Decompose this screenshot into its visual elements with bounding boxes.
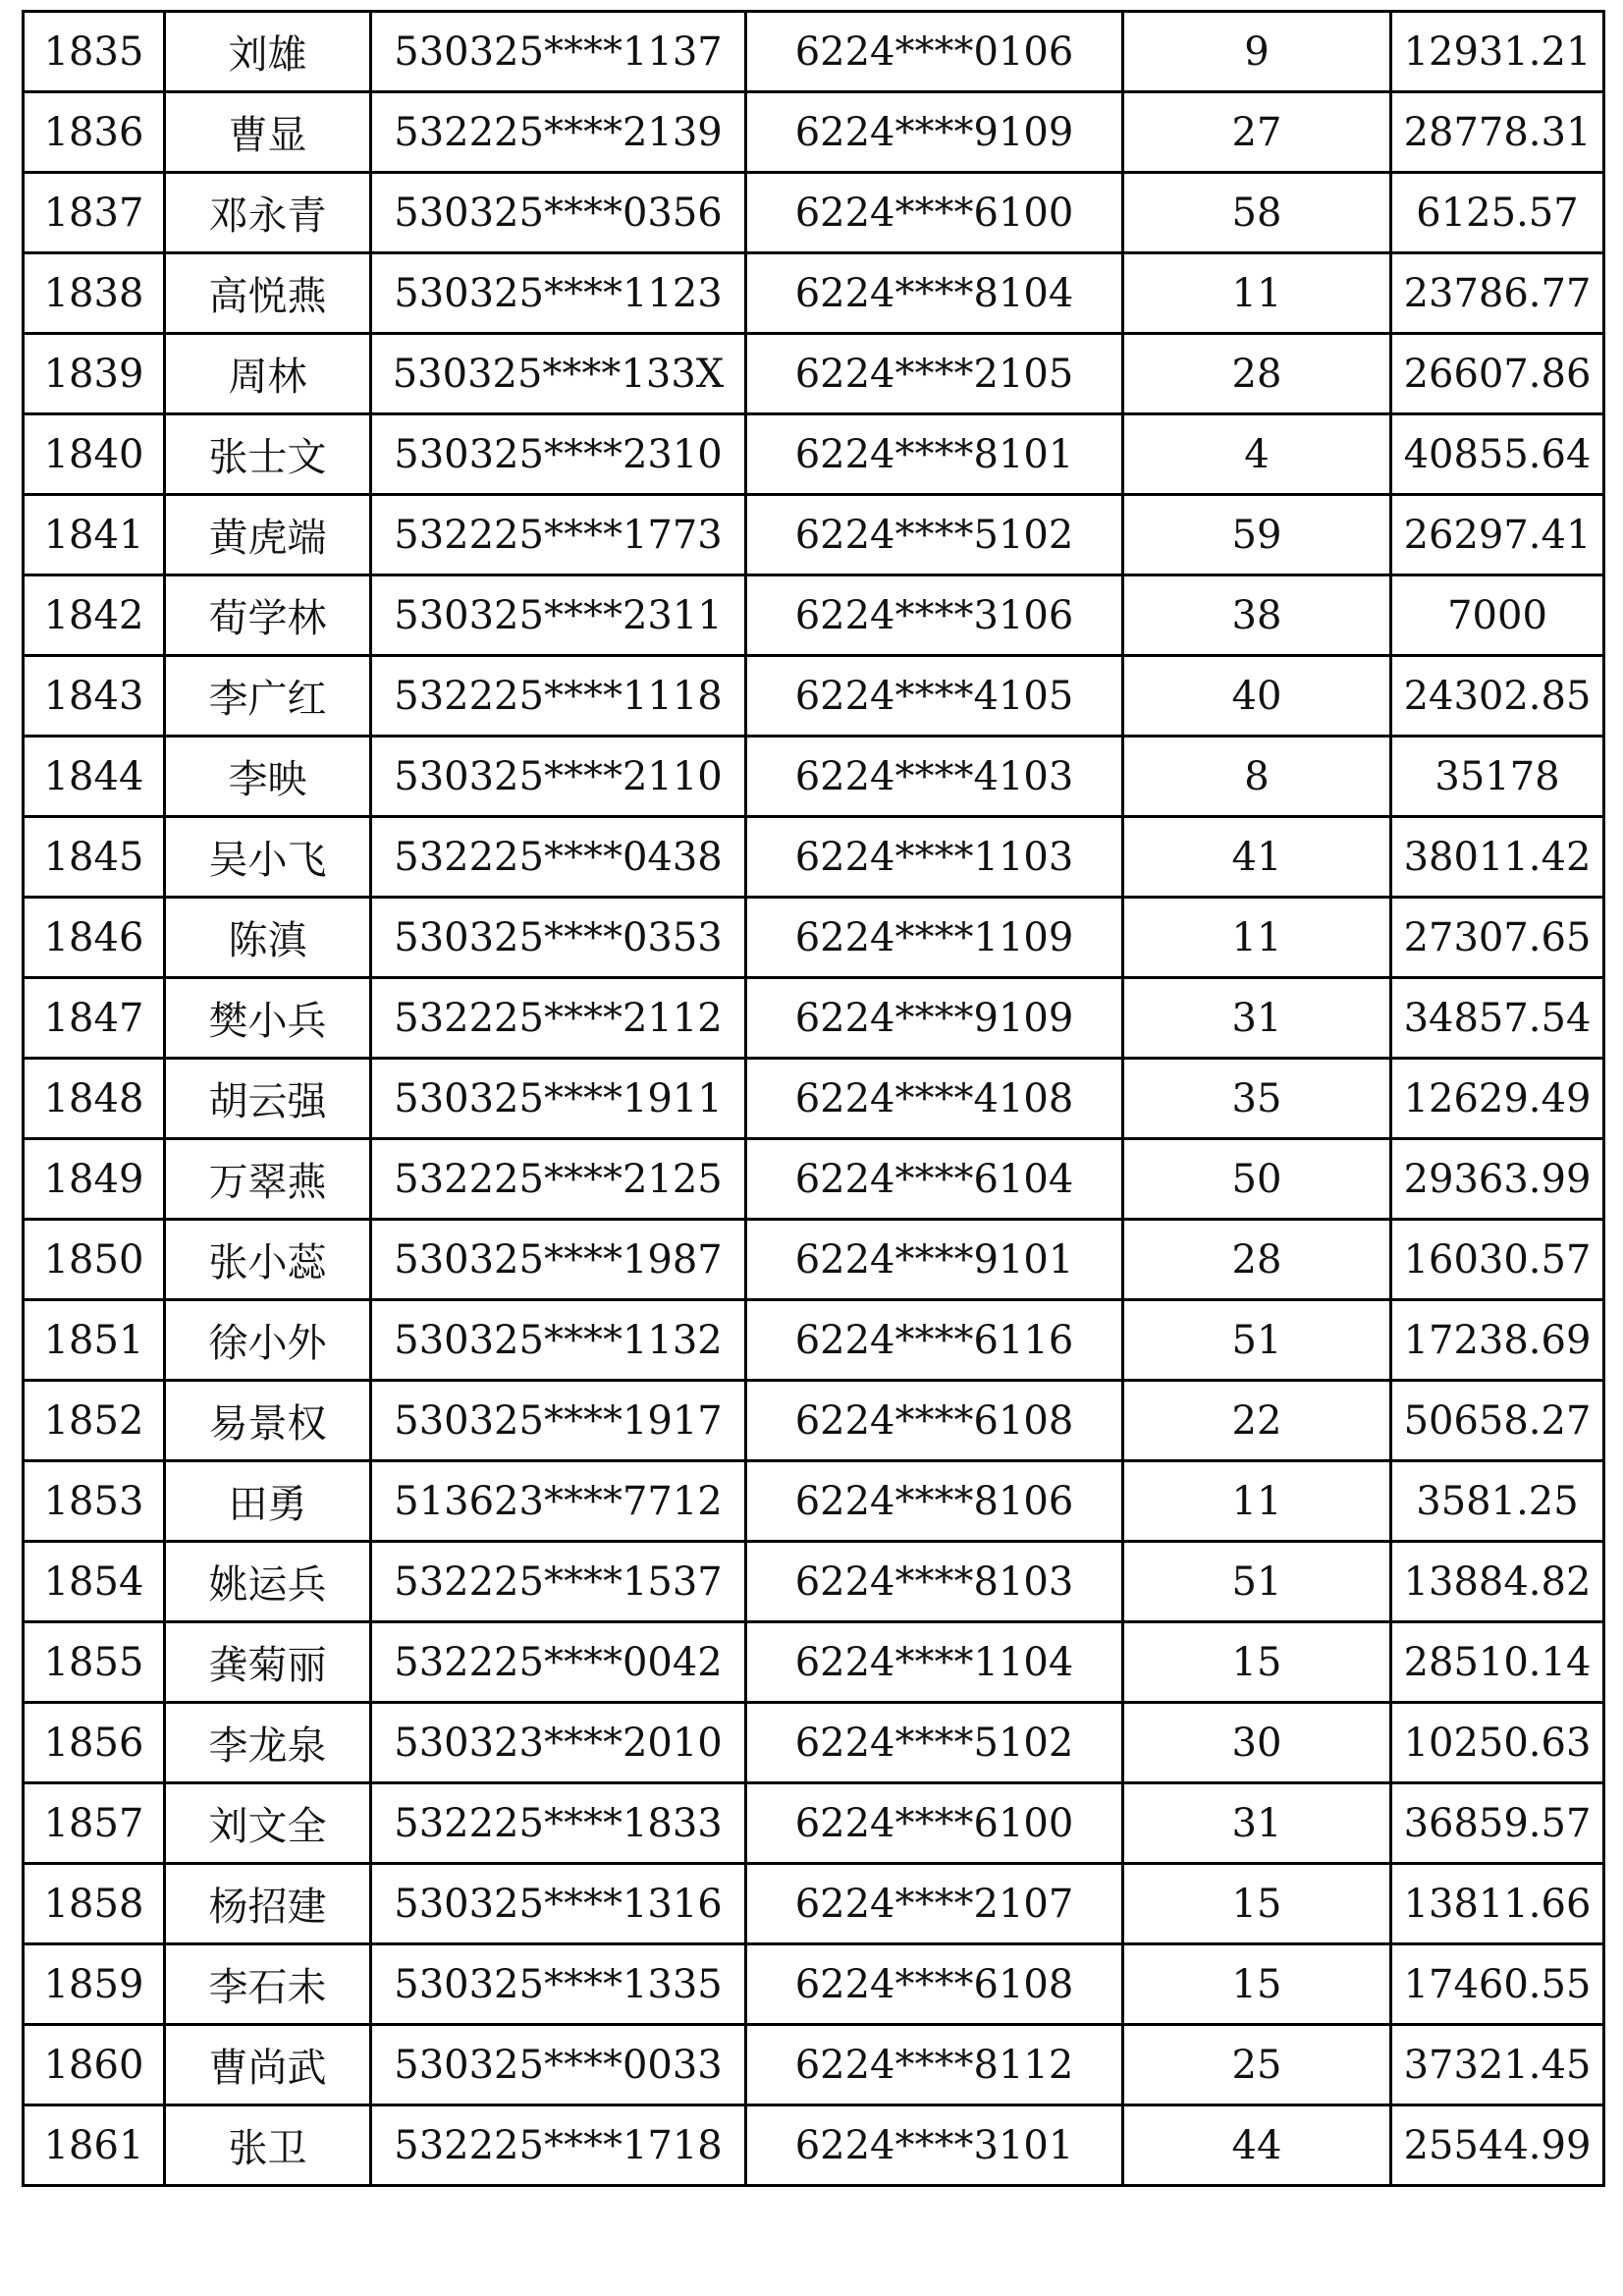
row-name-cell: 樊小兵 bbox=[165, 978, 371, 1059]
table-row bbox=[24, 92, 1604, 173]
row-sequence-cell: 1856 bbox=[24, 1703, 165, 1783]
table-row bbox=[24, 817, 1604, 898]
row-name-cell: 徐小外 bbox=[165, 1300, 371, 1381]
row-amount-cell: 12931.21 bbox=[1391, 12, 1604, 92]
row-sequence-cell: 1839 bbox=[24, 334, 165, 414]
row-name-cell: 曹尚武 bbox=[165, 2025, 371, 2105]
row-amount-cell: 50658.27 bbox=[1391, 1381, 1604, 1461]
row-count-cell: 15 bbox=[1123, 1944, 1391, 2025]
row-sequence-cell: 1845 bbox=[24, 817, 165, 898]
table-row bbox=[24, 414, 1604, 495]
row-name-cell: 田勇 bbox=[165, 1461, 371, 1542]
row-count-cell: 11 bbox=[1123, 253, 1391, 334]
row-name-cell: 杨招建 bbox=[165, 1864, 371, 1944]
row-id-number-cell: 532225****0042 bbox=[371, 1622, 746, 1703]
row-id-number-cell: 532225****1833 bbox=[371, 1783, 746, 1864]
row-id-number-cell: 513623****7712 bbox=[371, 1461, 746, 1542]
row-amount-cell: 27307.65 bbox=[1391, 898, 1604, 978]
row-card-number-cell: 6224****3101 bbox=[746, 2105, 1123, 2186]
row-count-cell: 22 bbox=[1123, 1381, 1391, 1461]
row-card-number-cell: 6224****8112 bbox=[746, 2025, 1123, 2105]
row-id-number-cell: 530325****0356 bbox=[371, 173, 746, 253]
row-card-number-cell: 6224****9101 bbox=[746, 1220, 1123, 1300]
payment-table bbox=[22, 10, 1605, 2187]
row-count-cell: 31 bbox=[1123, 978, 1391, 1059]
row-id-number-cell: 530325****1987 bbox=[371, 1220, 746, 1300]
table-row bbox=[24, 1300, 1604, 1381]
row-amount-cell: 17460.55 bbox=[1391, 1944, 1604, 2025]
row-card-number-cell: 6224****6100 bbox=[746, 173, 1123, 253]
row-amount-cell: 34857.54 bbox=[1391, 978, 1604, 1059]
row-count-cell: 30 bbox=[1123, 1703, 1391, 1783]
row-card-number-cell: 6224****6108 bbox=[746, 1944, 1123, 2025]
row-sequence-cell: 1841 bbox=[24, 495, 165, 575]
row-name-cell: 高悦燕 bbox=[165, 253, 371, 334]
row-id-number-cell: 532225****0438 bbox=[371, 817, 746, 898]
row-name-cell: 曹显 bbox=[165, 92, 371, 173]
row-name-cell: 李石未 bbox=[165, 1944, 371, 2025]
table-row bbox=[24, 575, 1604, 656]
row-card-number-cell: 6224****3106 bbox=[746, 575, 1123, 656]
row-card-number-cell: 6224****6100 bbox=[746, 1783, 1123, 1864]
row-sequence-cell: 1850 bbox=[24, 1220, 165, 1300]
row-card-number-cell: 6224****5102 bbox=[746, 495, 1123, 575]
row-amount-cell: 36859.57 bbox=[1391, 1783, 1604, 1864]
table-row bbox=[24, 1461, 1604, 1542]
row-card-number-cell: 6224****2105 bbox=[746, 334, 1123, 414]
row-name-cell: 李映 bbox=[165, 737, 371, 817]
row-amount-cell: 16030.57 bbox=[1391, 1220, 1604, 1300]
row-id-number-cell: 530323****2010 bbox=[371, 1703, 746, 1783]
row-name-cell: 龚菊丽 bbox=[165, 1622, 371, 1703]
table-row bbox=[24, 1864, 1604, 1944]
row-name-cell: 刘雄 bbox=[165, 12, 371, 92]
table-row bbox=[24, 1622, 1604, 1703]
row-sequence-cell: 1853 bbox=[24, 1461, 165, 1542]
row-amount-cell: 28510.14 bbox=[1391, 1622, 1604, 1703]
table-row bbox=[24, 1703, 1604, 1783]
row-name-cell: 黄虎端 bbox=[165, 495, 371, 575]
row-name-cell: 荀学林 bbox=[165, 575, 371, 656]
row-amount-cell: 23786.77 bbox=[1391, 253, 1604, 334]
row-amount-cell: 26607.86 bbox=[1391, 334, 1604, 414]
table-row bbox=[24, 1944, 1604, 2025]
row-card-number-cell: 6224****4108 bbox=[746, 1059, 1123, 1139]
row-name-cell: 张卫 bbox=[165, 2105, 371, 2186]
row-count-cell: 28 bbox=[1123, 1220, 1391, 1300]
row-count-cell: 11 bbox=[1123, 898, 1391, 978]
row-count-cell: 41 bbox=[1123, 817, 1391, 898]
row-sequence-cell: 1849 bbox=[24, 1139, 165, 1220]
row-amount-cell: 26297.41 bbox=[1391, 495, 1604, 575]
row-card-number-cell: 6224****5102 bbox=[746, 1703, 1123, 1783]
row-sequence-cell: 1836 bbox=[24, 92, 165, 173]
row-sequence-cell: 1847 bbox=[24, 978, 165, 1059]
row-name-cell: 刘文全 bbox=[165, 1783, 371, 1864]
row-card-number-cell: 6224****6104 bbox=[746, 1139, 1123, 1220]
table-row bbox=[24, 1542, 1604, 1622]
row-sequence-cell: 1838 bbox=[24, 253, 165, 334]
row-amount-cell: 40855.64 bbox=[1391, 414, 1604, 495]
row-count-cell: 31 bbox=[1123, 1783, 1391, 1864]
row-card-number-cell: 6224****1104 bbox=[746, 1622, 1123, 1703]
row-sequence-cell: 1857 bbox=[24, 1783, 165, 1864]
row-count-cell: 38 bbox=[1123, 575, 1391, 656]
row-card-number-cell: 6224****8101 bbox=[746, 414, 1123, 495]
row-amount-cell: 38011.42 bbox=[1391, 817, 1604, 898]
row-amount-cell: 13884.82 bbox=[1391, 1542, 1604, 1622]
row-amount-cell: 35178 bbox=[1391, 737, 1604, 817]
row-id-number-cell: 530325****1137 bbox=[371, 12, 746, 92]
row-id-number-cell: 530325****1911 bbox=[371, 1059, 746, 1139]
table-row bbox=[24, 1381, 1604, 1461]
row-id-number-cell: 532225****2112 bbox=[371, 978, 746, 1059]
row-sequence-cell: 1843 bbox=[24, 656, 165, 737]
table-row bbox=[24, 737, 1604, 817]
row-name-cell: 李广红 bbox=[165, 656, 371, 737]
row-amount-cell: 10250.63 bbox=[1391, 1703, 1604, 1783]
row-sequence-cell: 1851 bbox=[24, 1300, 165, 1381]
row-amount-cell: 13811.66 bbox=[1391, 1864, 1604, 1944]
row-card-number-cell: 6224****6116 bbox=[746, 1300, 1123, 1381]
row-card-number-cell: 6224****8106 bbox=[746, 1461, 1123, 1542]
row-id-number-cell: 530325****1132 bbox=[371, 1300, 746, 1381]
row-sequence-cell: 1860 bbox=[24, 2025, 165, 2105]
table-row bbox=[24, 12, 1604, 92]
row-sequence-cell: 1840 bbox=[24, 414, 165, 495]
table-row bbox=[24, 334, 1604, 414]
table-row bbox=[24, 898, 1604, 978]
row-name-cell: 胡云强 bbox=[165, 1059, 371, 1139]
row-id-number-cell: 532225****2139 bbox=[371, 92, 746, 173]
row-name-cell: 万翠燕 bbox=[165, 1139, 371, 1220]
row-amount-cell: 24302.85 bbox=[1391, 656, 1604, 737]
row-sequence-cell: 1861 bbox=[24, 2105, 165, 2186]
row-card-number-cell: 6224****6108 bbox=[746, 1381, 1123, 1461]
table-row bbox=[24, 173, 1604, 253]
row-id-number-cell: 530325****0033 bbox=[371, 2025, 746, 2105]
row-id-number-cell: 530325****2311 bbox=[371, 575, 746, 656]
row-card-number-cell: 6224****8104 bbox=[746, 253, 1123, 334]
row-card-number-cell: 6224****9109 bbox=[746, 92, 1123, 173]
document-table-container bbox=[22, 10, 1602, 2187]
row-count-cell: 11 bbox=[1123, 1461, 1391, 1542]
row-count-cell: 35 bbox=[1123, 1059, 1391, 1139]
row-sequence-cell: 1835 bbox=[24, 12, 165, 92]
row-name-cell: 易景权 bbox=[165, 1381, 371, 1461]
row-sequence-cell: 1837 bbox=[24, 173, 165, 253]
row-id-number-cell: 532225****2125 bbox=[371, 1139, 746, 1220]
row-sequence-cell: 1852 bbox=[24, 1381, 165, 1461]
row-sequence-cell: 1858 bbox=[24, 1864, 165, 1944]
row-name-cell: 邓永青 bbox=[165, 173, 371, 253]
table-row bbox=[24, 1220, 1604, 1300]
row-sequence-cell: 1842 bbox=[24, 575, 165, 656]
row-count-cell: 25 bbox=[1123, 2025, 1391, 2105]
row-card-number-cell: 6224****1109 bbox=[746, 898, 1123, 978]
table-row bbox=[24, 495, 1604, 575]
row-id-number-cell: 532225****1718 bbox=[371, 2105, 746, 2186]
row-id-number-cell: 532225****1118 bbox=[371, 656, 746, 737]
row-card-number-cell: 6224****8103 bbox=[746, 1542, 1123, 1622]
row-id-number-cell: 530325****1123 bbox=[371, 253, 746, 334]
row-count-cell: 8 bbox=[1123, 737, 1391, 817]
row-count-cell: 15 bbox=[1123, 1864, 1391, 1944]
table-row bbox=[24, 253, 1604, 334]
table-body bbox=[24, 12, 1604, 2186]
row-sequence-cell: 1848 bbox=[24, 1059, 165, 1139]
table-row bbox=[24, 656, 1604, 737]
table-row bbox=[24, 978, 1604, 1059]
row-sequence-cell: 1844 bbox=[24, 737, 165, 817]
row-count-cell: 4 bbox=[1123, 414, 1391, 495]
row-count-cell: 15 bbox=[1123, 1622, 1391, 1703]
row-name-cell: 陈滇 bbox=[165, 898, 371, 978]
row-amount-cell: 29363.99 bbox=[1391, 1139, 1604, 1220]
row-count-cell: 28 bbox=[1123, 334, 1391, 414]
row-count-cell: 59 bbox=[1123, 495, 1391, 575]
row-sequence-cell: 1854 bbox=[24, 1542, 165, 1622]
row-amount-cell: 7000 bbox=[1391, 575, 1604, 656]
row-count-cell: 27 bbox=[1123, 92, 1391, 173]
row-name-cell: 张小蕊 bbox=[165, 1220, 371, 1300]
table-row bbox=[24, 2105, 1604, 2186]
row-card-number-cell: 6224****2107 bbox=[746, 1864, 1123, 1944]
row-count-cell: 50 bbox=[1123, 1139, 1391, 1220]
row-id-number-cell: 530325****0353 bbox=[371, 898, 746, 978]
row-id-number-cell: 530325****2310 bbox=[371, 414, 746, 495]
row-amount-cell: 3581.25 bbox=[1391, 1461, 1604, 1542]
row-amount-cell: 37321.45 bbox=[1391, 2025, 1604, 2105]
row-name-cell: 姚运兵 bbox=[165, 1542, 371, 1622]
row-id-number-cell: 530325****2110 bbox=[371, 737, 746, 817]
row-sequence-cell: 1859 bbox=[24, 1944, 165, 2025]
row-count-cell: 51 bbox=[1123, 1542, 1391, 1622]
row-amount-cell: 28778.31 bbox=[1391, 92, 1604, 173]
row-card-number-cell: 6224****9109 bbox=[746, 978, 1123, 1059]
table-row bbox=[24, 2025, 1604, 2105]
row-card-number-cell: 6224****4103 bbox=[746, 737, 1123, 817]
row-card-number-cell: 6224****0106 bbox=[746, 12, 1123, 92]
row-count-cell: 40 bbox=[1123, 656, 1391, 737]
row-name-cell: 张士文 bbox=[165, 414, 371, 495]
row-amount-cell: 17238.69 bbox=[1391, 1300, 1604, 1381]
row-card-number-cell: 6224****1103 bbox=[746, 817, 1123, 898]
table-row bbox=[24, 1059, 1604, 1139]
row-count-cell: 44 bbox=[1123, 2105, 1391, 2186]
row-amount-cell: 25544.99 bbox=[1391, 2105, 1604, 2186]
row-amount-cell: 6125.57 bbox=[1391, 173, 1604, 253]
row-id-number-cell: 530325****1917 bbox=[371, 1381, 746, 1461]
row-sequence-cell: 1855 bbox=[24, 1622, 165, 1703]
row-count-cell: 9 bbox=[1123, 12, 1391, 92]
row-name-cell: 吴小飞 bbox=[165, 817, 371, 898]
row-count-cell: 58 bbox=[1123, 173, 1391, 253]
row-amount-cell: 12629.49 bbox=[1391, 1059, 1604, 1139]
row-name-cell: 周林 bbox=[165, 334, 371, 414]
row-id-number-cell: 530325****1335 bbox=[371, 1944, 746, 2025]
row-id-number-cell: 530325****1316 bbox=[371, 1864, 746, 1944]
row-name-cell: 李龙泉 bbox=[165, 1703, 371, 1783]
row-sequence-cell: 1846 bbox=[24, 898, 165, 978]
table-row bbox=[24, 1783, 1604, 1864]
row-id-number-cell: 530325****133X bbox=[371, 334, 746, 414]
row-id-number-cell: 532225****1537 bbox=[371, 1542, 746, 1622]
row-count-cell: 51 bbox=[1123, 1300, 1391, 1381]
row-id-number-cell: 532225****1773 bbox=[371, 495, 746, 575]
row-card-number-cell: 6224****4105 bbox=[746, 656, 1123, 737]
table-row bbox=[24, 1139, 1604, 1220]
